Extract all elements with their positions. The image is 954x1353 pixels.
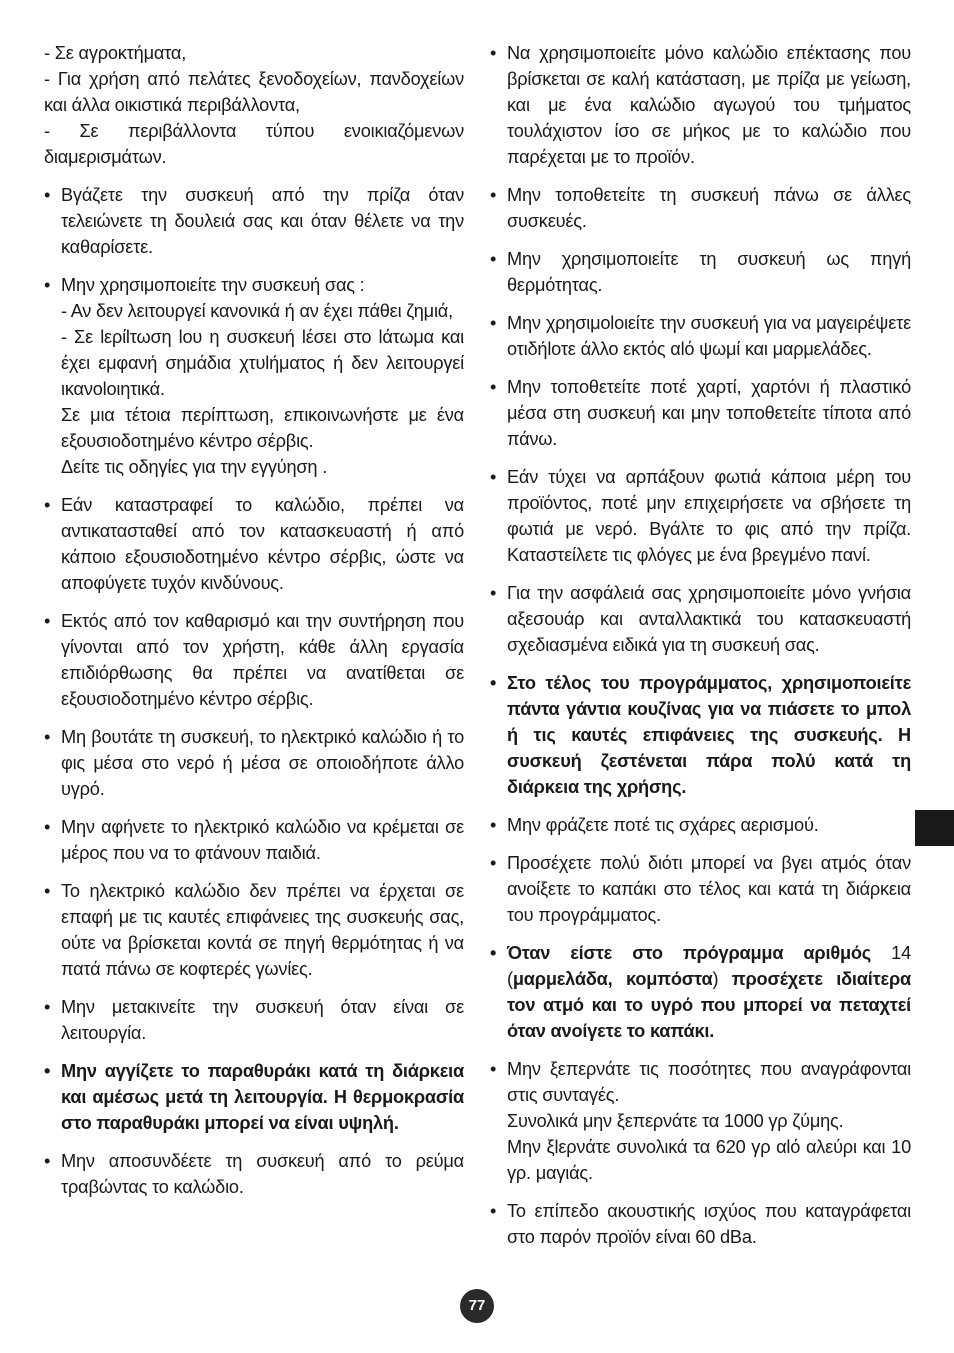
item-text: Μην αφήνετε το ηλεκτρικό καλώδιο να κρέμεται σε μέρος που να το φτάνουν παιδιά. [61, 817, 464, 863]
item-text: Μην χρησιμοποιείτε τη συσκευή ως πηγή θερμότητας. [507, 249, 911, 295]
page-number: 77 [460, 1289, 494, 1323]
list-item [490, 310, 911, 362]
bullet: • [44, 817, 51, 837]
item-text: Μην αποσυνδέετε τη συσκευή από το ρεύμα τραβώντας το καλώδιο. [61, 1151, 464, 1197]
item-subline: Συνολικά μην ξεπερνάτε τα 1000 γρ ζύμης. [507, 1111, 844, 1131]
item-text: Προσέχετε πολύ διότι μπορεί να βγει ατμός όταν ανοίξετε το καπάκι στο τέλος και κατά τη διάρκεια του προγράμματος. [507, 853, 911, 925]
list-item [44, 994, 464, 1046]
bullet: • [490, 815, 497, 835]
warning-item-gloves [490, 670, 911, 800]
list-item [490, 1056, 911, 1186]
item-text-bold: προσέχετε ιδιαίτερα τον ατμό και το υγρό που μπορεί να πεταχτεί όταν ανοίγετε το καπάκι. [507, 969, 911, 1041]
bullet: • [490, 673, 497, 693]
intro-list [44, 40, 464, 170]
bullet: • [490, 853, 497, 873]
bullet: • [44, 611, 51, 631]
item-text: Στο τέλος του προγράμματος, χρησιμοποιείτε πάντα γάντια κουζίνας για να πιάσετε το μπολ ή τις καυτές επιφάνειες της συσκευής. Η συσκευή ζεστένεται πάρα πολύ κατά τη διάρκεια της χρήσης. [507, 673, 911, 797]
item-text: Το επίπεδο ακουστικής ισχύος που καταγράφεται στο παρόν προϊόν είναι 60 dBa. [507, 1201, 911, 1247]
list-item [490, 850, 911, 928]
item-text: Για την ασφάλειά σας χρησιμοποιείτε μόνο γνήσια αξεσουάρ και ανταλλακτικά του κατασκευαστή σχεδιασμένα ειδικά για τη συσκευή σας. [507, 583, 911, 655]
item-text: Μην τοποθετείτε τη συσκευή πάνω σε άλλες συσκευές. [507, 185, 911, 231]
item-text: Μην τοποθετείτε ποτέ χαρτί, χαρτόνι ή πλαστικό μέσα στη συσκευή και μην τοποθετείτε τίποτα από πάνω. [507, 377, 911, 449]
intro-line-hotels: - Για χρήση από πελάτες ξενοδοχείων, πανδοχείων και άλλα οικιστικά περιβάλλοντα, [44, 69, 464, 115]
list-item [44, 608, 464, 712]
bullet: • [44, 275, 51, 295]
intro-line-apartments: - Σε περιβάλλοντα τύπου ενοικιαζόμενων διαμερισμάτων. [44, 121, 464, 167]
list-item [490, 464, 911, 568]
bullet: • [490, 943, 497, 963]
item-subline: Σε μια τέτοια περίπτωση, επικοινωνήστε με ένα εξουσιοδοτημένο κέντρο σέρβις. [61, 405, 464, 451]
item-text: Βγάζετε την συσκευή από την πρίζα όταν τελειώνετε τη δουλειά σας και όταν θέλετε να την καθαρίσετε. [61, 185, 464, 257]
bullet: • [490, 313, 497, 333]
right-column [490, 40, 911, 1262]
item-text-bold: Όταν είστε στο πρόγραμμα αριθμός [507, 943, 872, 963]
list-item [490, 580, 911, 658]
list-item [44, 182, 464, 260]
item-text: Εάν τύχει να αρπάξουν φωτιά κάποια μέρη του προϊόντος, ποτέ μην επιχειρήσετε να σβήσετε τη φωτιά με νερό. Βγάλτε το φις από την πρίζα. Καταστείλετε τις φλόγες με ένα βρεγμένο πανί. [507, 467, 911, 565]
list-item [490, 374, 911, 452]
item-text: Μην αγγίζετε το παραθυράκι κατά τη διάρκεια και αμέσως μετά τη λειτουργία. Η θερμοκρασία στο παραθυράκι μπορεί να είναι υψηλή. [61, 1061, 464, 1133]
warning-item-window [44, 1058, 464, 1136]
item-text-regular: ) [712, 969, 732, 989]
list-item [44, 272, 464, 480]
item-subline: Μην ξlερνάτε συνολικά τα 620 γρ αlό αλεύρι και 10 γρ. μαγιάς. [507, 1137, 911, 1183]
item-text: Μην χρησιμοποιείτε την συσκευή σας : [61, 275, 365, 295]
list-item [44, 724, 464, 802]
item-text: Μη βουτάτε τη συσκευή, το ηλεκτρικό καλώδιο ή το φις μέσα στο νερό ή μέσα σε οποιοδήποτε άλλο υγρό. [61, 727, 464, 799]
list-item [490, 246, 911, 298]
item-text: Μην μετακινείτε την συσκευή όταν είναι σε λειτουργία. [61, 997, 464, 1043]
bullet: • [490, 43, 497, 63]
item-text: Μην χρησιμolοιείτε την συσκευή για να μαγειρέψετε οτιδήlοτε άλλο εκτός αlό ψωμί και μαρμελάδες. [507, 313, 911, 359]
item-subline: - Σε lερίlτωση lου η συσκευή lέσει στο lάτωμα και έχει εμφανή σημάδια χτυlήματος ή δεν λειτουργεί ικανοlοιητικά. [61, 327, 464, 399]
list-item [490, 1198, 911, 1250]
warning-item-steam [490, 940, 911, 1044]
item-text: Το ηλεκτρικό καλώδιο δεν πρέπει να έρχεται σε επαφή με τις καυτές επιφάνειες της συσκευής σας, ούτε να βρίσκεται κοντά σε πηγή θερμότητας ή να πατά πάνω σε κοφτερές γωνίες. [61, 881, 464, 979]
item-text: Εάν καταστραφεί το καλώδιο, πρέπει να αντικατασταθεί από τον κατασκευαστή ή από κάποιο εξουσιοδοτημένο κέντρο σέρβις, ώστε να αποφύγετε τυχόν κινδύνους. [61, 495, 464, 593]
bullet: • [490, 1059, 497, 1079]
bullet: • [490, 377, 497, 397]
bullet: • [490, 467, 497, 487]
list-item [44, 878, 464, 982]
item-text-bold: μαρμελάδα, κομπόστα [512, 969, 713, 989]
item-text: Εκτός από τον καθαρισμό και την συντήρηση που γίνονται από τον χρήστη, κάθε άλλη εργασία επιδιόρθωσης θα πρέπει να ανατίθεται σε εξουσιοδοτημένο κέντρο σέρβις. [61, 611, 464, 709]
bullet: • [490, 185, 497, 205]
list-item [490, 812, 911, 838]
list-item [44, 814, 464, 866]
list-item [490, 40, 911, 170]
item-text: Να χρησιμοποιείτε μόνο καλώδιο επέκτασης που βρίσκεται σε καλή κατάσταση, με πρίζα με γείωση, και με ένα καλώδιο αγωγού του τμήματος τουλάχιστον ίσο σε μήκος με το καλώδιο που παρέχεται με το προϊόν. [507, 43, 911, 167]
bullet: • [490, 1201, 497, 1221]
bullet: • [44, 1061, 51, 1081]
list-item [490, 182, 911, 234]
bullet: • [490, 583, 497, 603]
item-subline: - Αν δεν λειτουργεί κανονικά ή αν έχει πάθει ζημιά, [61, 301, 453, 321]
intro-line-farms: - Σε αγροκτήματα, [44, 43, 187, 63]
item-text-regular: 14 ( [507, 943, 911, 989]
bullet: • [44, 997, 51, 1017]
left-column [44, 40, 464, 1212]
list-item [44, 492, 464, 596]
section-tab-marker [915, 810, 954, 846]
item-subline: Δείτε τις οδηγίες για την εγγύηση . [61, 457, 328, 477]
item-text: Μην φράζετε ποτέ τις σχάρες αερισμού. [507, 815, 819, 835]
bullet: • [44, 727, 51, 747]
bullet: • [44, 881, 51, 901]
bullet: • [44, 495, 51, 515]
item-text: Μην ξεπερνάτε τις ποσότητες που αναγράφονται στις συνταγές. [507, 1059, 911, 1105]
list-item [44, 1148, 464, 1200]
bullet: • [44, 1151, 51, 1171]
bullet: • [44, 185, 51, 205]
bullet: • [490, 249, 497, 269]
